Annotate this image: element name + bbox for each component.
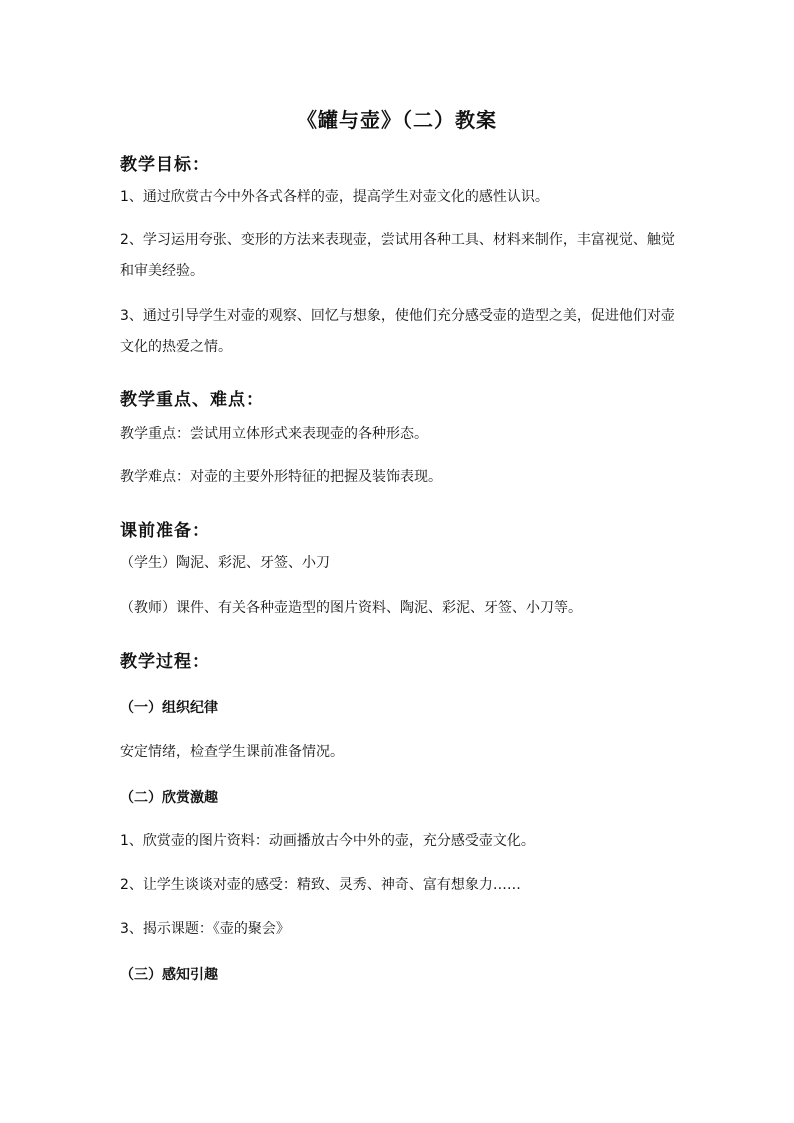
page-title: 《罐与壶》（二）教案 (297, 108, 497, 132)
goal-item-3-continued: 文化的热爱之情。 (120, 339, 232, 355)
key-focus-text: 教学重点：尝试用立体形式来表现壶的各种形态。 (120, 426, 428, 442)
step2-item-1: 1、欣赏壶的图片资料：动画播放古今中外的壶，充分感受壶文化。 (120, 833, 535, 849)
step2-item-2: 2、让学生谈谈对壶的感受：精致、灵秀、神奇、富有想象力…… (120, 877, 521, 893)
key-points-heading: 教学重点、难点： (120, 390, 264, 410)
preparation-student-text: （学生）陶泥、彩泥、牙签、小刀 (120, 555, 330, 571)
preparation-teacher-text: （教师）课件、有关各种壶造型的图片资料、陶泥、彩泥、牙签、小刀等。 (120, 600, 582, 616)
goal-item-3: 3、通过引导学生对壶的观察、回忆与想象，使他们充分感受壶的造型之美，促进他们对壶 (120, 308, 675, 324)
process-heading: 教学过程： (120, 652, 210, 672)
step2-heading: （二）欣赏激趣 (120, 790, 218, 806)
preparation-heading: 课前准备： (120, 521, 210, 541)
goal-item-2: 2、学习运用夸张、变形的方法来表现壶，尝试用各种工具、材料来制作，丰富视觉、触觉 (120, 232, 675, 248)
goals-heading: 教学目标： (120, 155, 210, 175)
step1-text: 安定情绪，检查学生课前准备情况。 (120, 744, 344, 760)
step1-heading: （一）组织纪律 (120, 700, 218, 716)
step3-heading: （三）感知引趣 (120, 967, 218, 983)
goal-item-1: 1、通过欣赏古今中外各式各样的壶，提高学生对壶文化的感性认识。 (120, 189, 549, 205)
goal-item-2-continued: 和审美经验。 (120, 263, 204, 279)
step2-item-3: 3、揭示课题：《壶的聚会》 (120, 921, 290, 937)
key-difficulty-text: 教学难点：对壶的主要外形特征的把握及装饰表现。 (120, 469, 442, 485)
